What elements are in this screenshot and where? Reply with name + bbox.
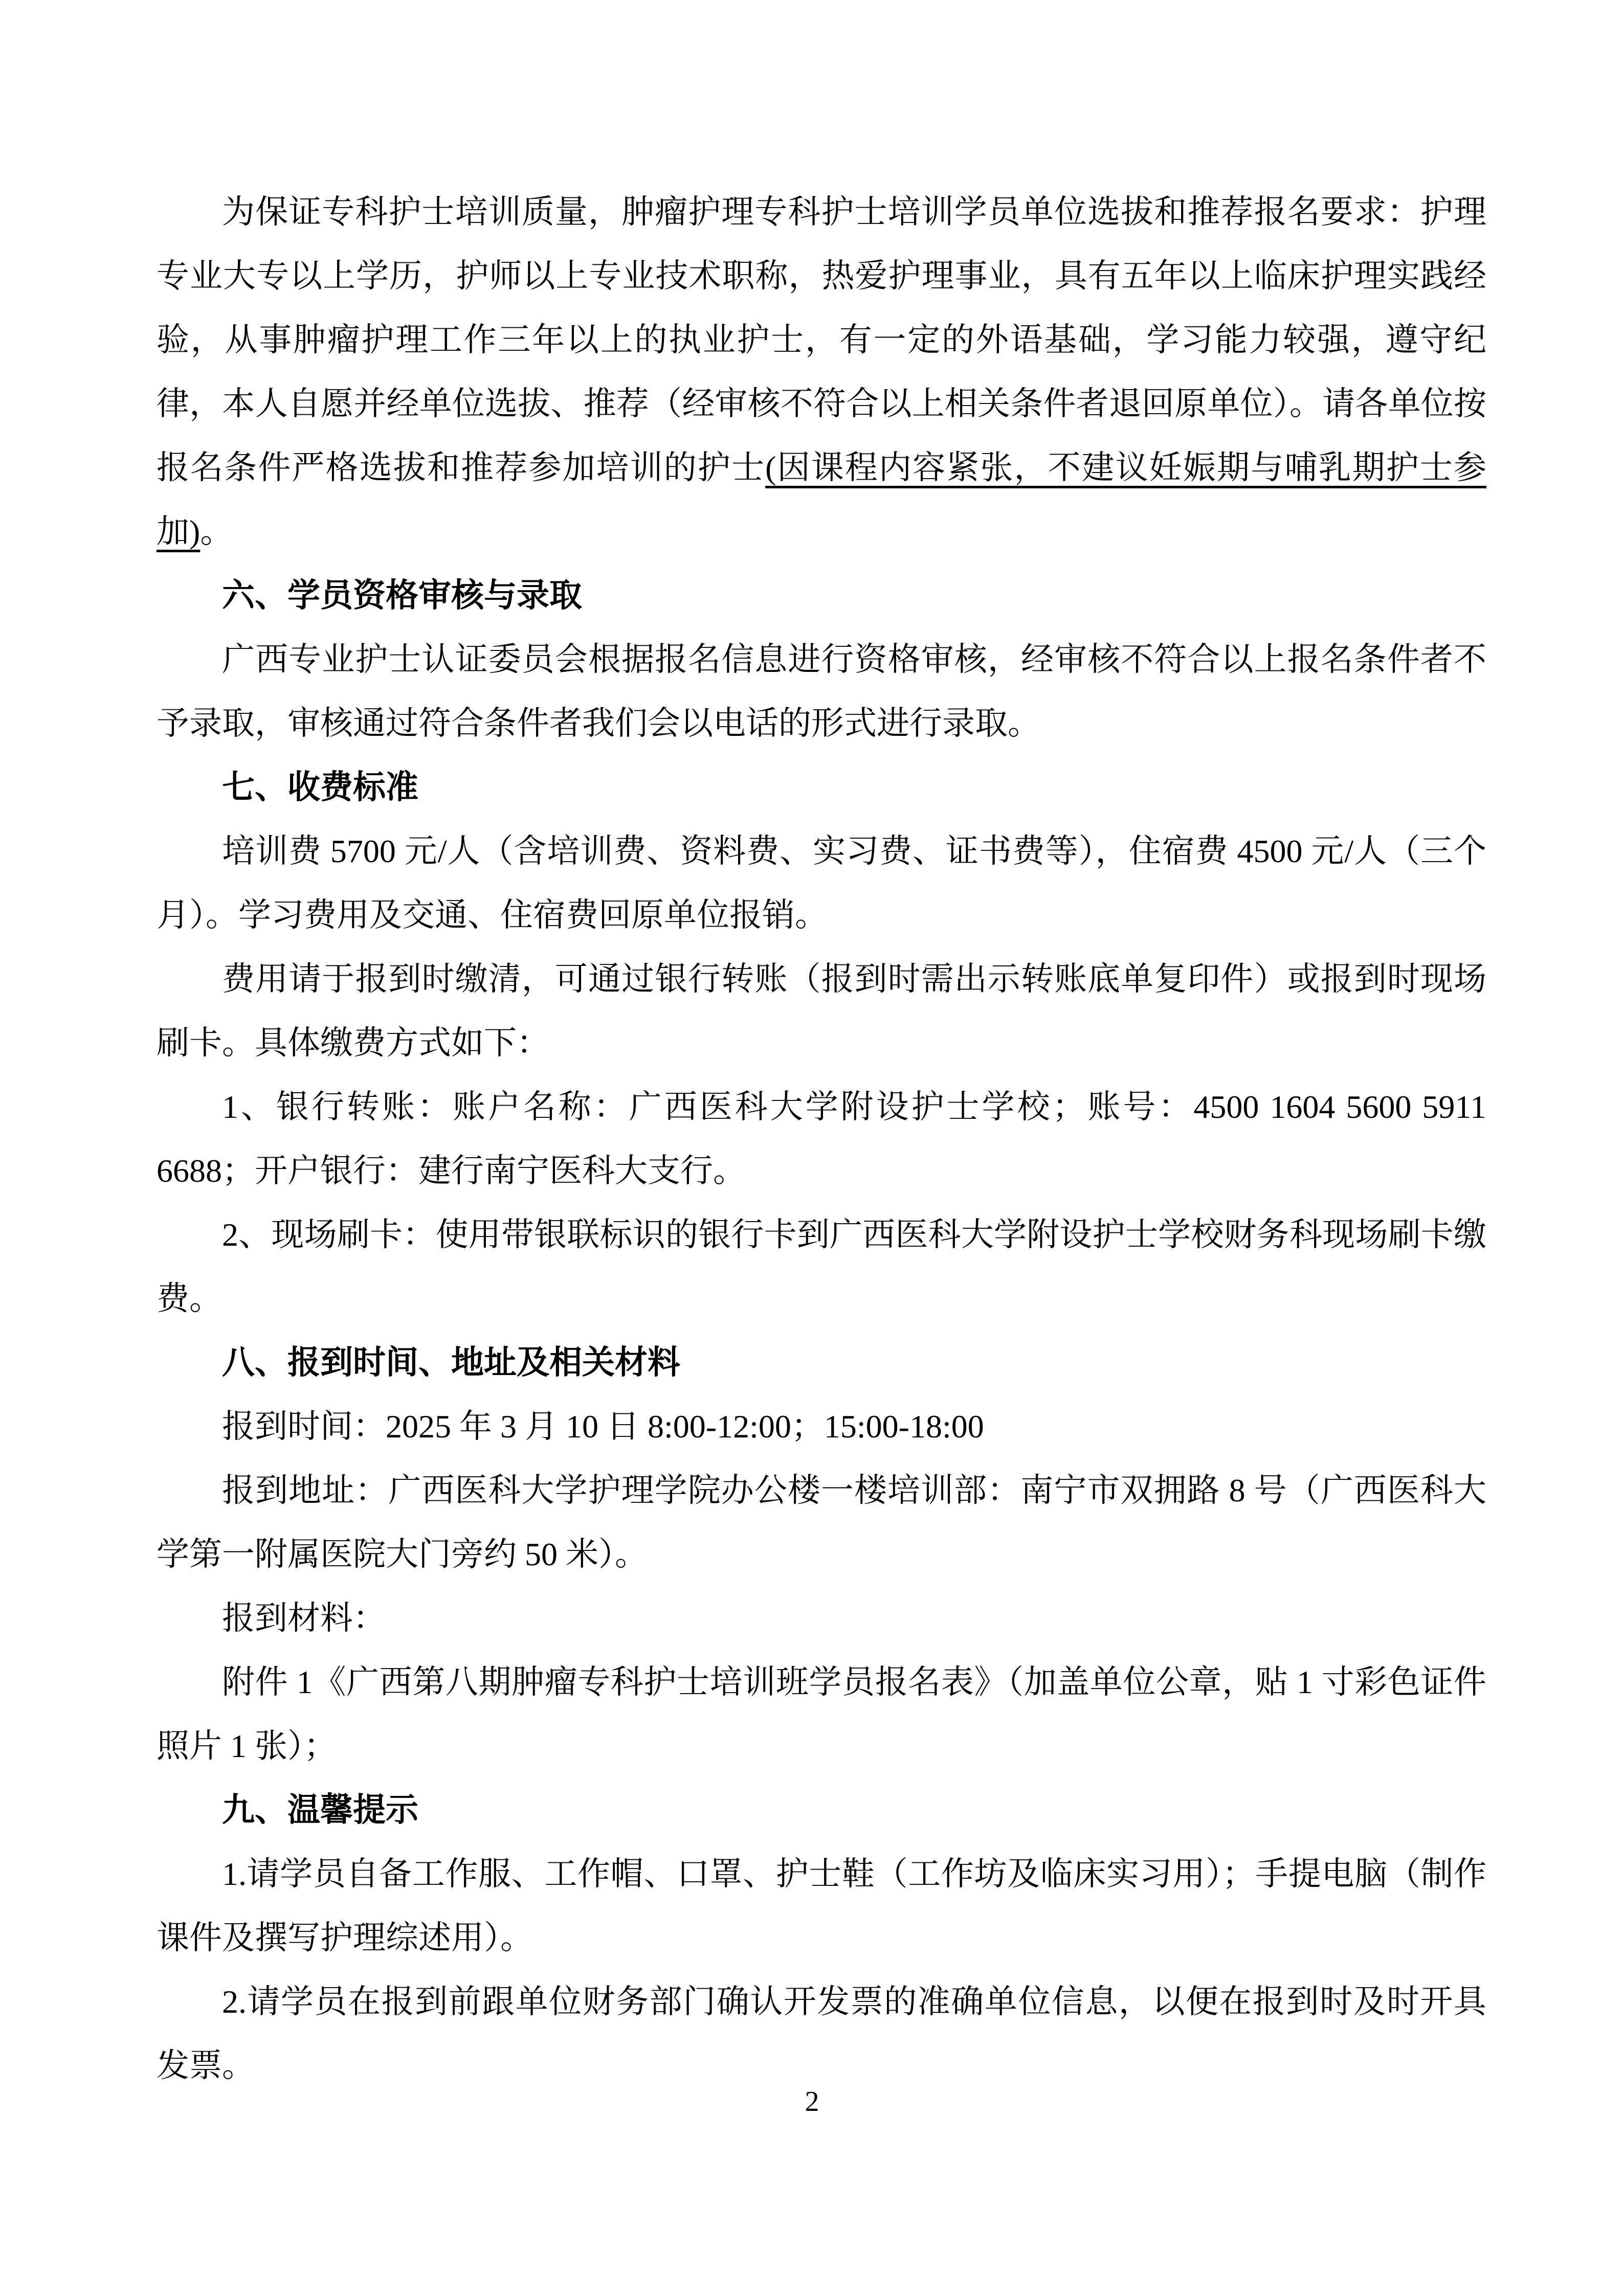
enrollment-requirements-text: 为保证专科护士培训质量，肿瘤护理专科护士培训学员单位选拔和推荐报名要求：护理专业大专以上学历，护师以上专业技术职称，热爱护理事业，具有五年以上临床护理实践经验，从事肿瘤护理工作三年以上的执业护士，有一定的外语基础，学习能力较强，遵守纪律，本人自愿并经单位选拔、推荐（经审核不符合以上相关条件者退回原单位）。请各单位按报名条件严格选拔和推荐参加培训的护士	[157, 194, 1486, 486]
paragraph-registration-materials-label: 报到材料：	[222, 1600, 386, 1636]
page-number: 2	[805, 2086, 819, 2118]
heading-section-6-qualification-review: 六、学员资格审核与录取	[222, 577, 582, 614]
paragraph-tip-1-supplies: 1.请学员自备工作服、工作帽、口罩、护士鞋（工作坊及临床实习用）；手提电脑（制作课件及撰写护理综述用）。	[157, 1856, 1486, 1956]
heading-section-8-registration: 八、报到时间、地址及相关材料	[222, 1344, 680, 1381]
document-body	[157, 180, 1486, 2098]
paragraph-enrollment-requirements	[157, 180, 1486, 564]
paragraph-qualification-review: 广西专业护士认证委员会根据报名信息进行资格审核，经审核不符合以上报名条件者不予录取，审核通过符合条件者我们会以电话的形式进行录取。	[157, 641, 1486, 741]
paragraph-payment-instructions: 费用请于报到时缴清，可通过银行转账（报到时需出示转账底单复印件）或报到时现场刷卡。具体缴费方式如下：	[157, 961, 1486, 1061]
paragraph-registration-address: 报到地址：广西医科大学护理学院办公楼一楼培训部：南宁市双拥路 8 号（广西医科大学第一附属医院大门旁约 50 米）。	[157, 1472, 1486, 1572]
paragraph-registration-time: 报到时间：2025 年 3 月 10 日 8:00-12:00；15:00-18:00	[222, 1408, 984, 1445]
enrollment-requirements-period: 。	[200, 513, 233, 550]
paragraph-fee-amounts: 培训费 5700 元/人（含培训费、资料费、实习费、证书费等），住宿费 4500 元/人（三个月）。学习费用及交通、住宿费回原单位报销。	[157, 833, 1486, 933]
pregnancy-notice-underlined-text: (因课程内容紧张，不建议妊娠期与哺乳期护士参加)	[157, 449, 1487, 550]
paragraph-onsite-card-payment: 2、现场刷卡：使用带银联标识的银行卡到广西医科大学附设护士学校财务科现场刷卡缴费。	[157, 1217, 1486, 1317]
paragraph-bank-transfer-details: 1、银行转账：账户名称：广西医科大学附设护士学校；账号：4500 1604 5600 5911 6688；开户银行：建行南宁医科大支行。	[157, 1089, 1486, 1189]
paragraph-attachment-1: 附件 1《广西第八期肿瘤专科护士培训班学员报名表》（加盖单位公章，贴 1 寸彩色证件照片 1 张）；	[157, 1664, 1486, 1764]
heading-section-9-tips: 九、温馨提示	[222, 1792, 418, 1828]
heading-section-7-fees: 七、收费标准	[222, 769, 418, 805]
paragraph-tip-2-invoice: 2.请学员在报到前跟单位财务部门确认开发票的准确单位信息，以便在报到时及时开具发票。	[157, 1984, 1486, 2084]
